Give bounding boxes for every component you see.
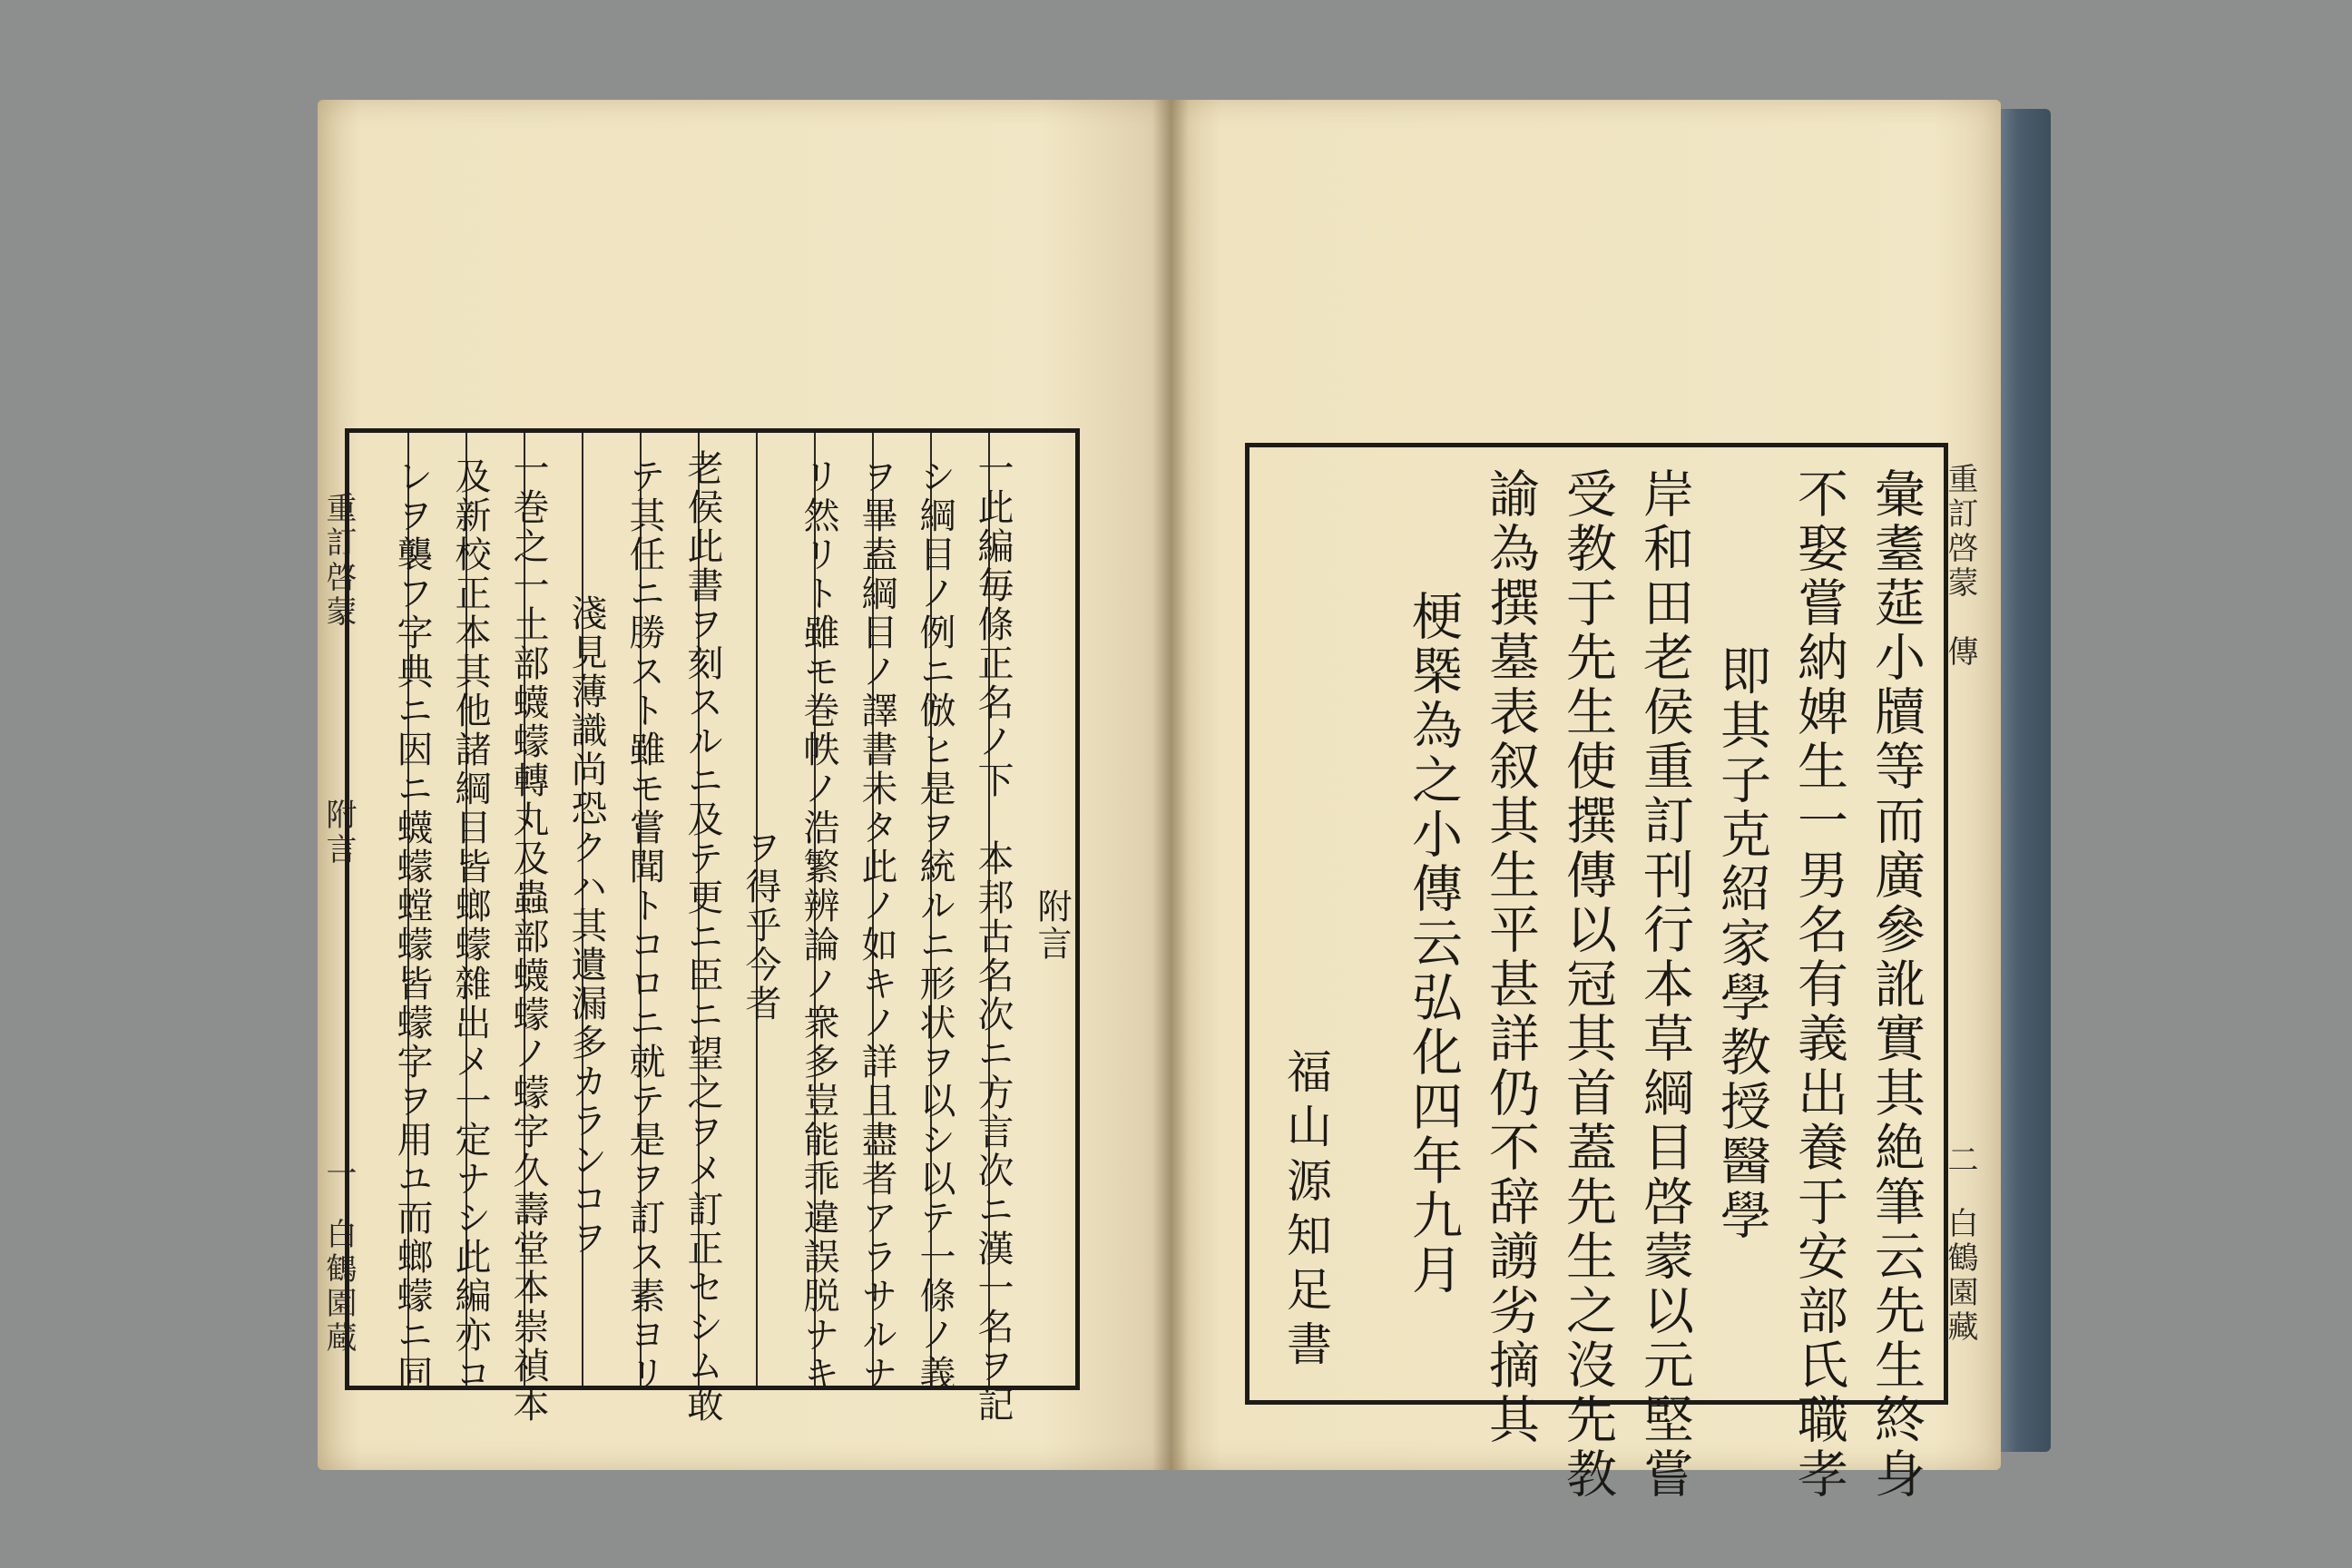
left-column: 附言: [1032, 888, 1072, 963]
right-column: 彙耋莚小牘等而廣參訛實其絶筆云先生終身: [1867, 467, 1926, 1502]
left-margin-publisher: 白鶴園蔵: [320, 1218, 357, 1356]
left-column: ヲ得乎今者: [740, 828, 781, 1024]
left-margin-title: 重訂啓蒙: [320, 492, 357, 630]
left-column: 老侯此書ヲ刻スルニ及テ更ニ臣ニ望之ヲメ訂正セシム敢: [681, 449, 723, 1425]
right-column: 諭為撰墓表叙其生平甚詳仍不辞謭劣摘其: [1481, 467, 1540, 1447]
left-column: シ綱目ノ例ニ倣ヒ是ヲ統ルニ形状ヲ以シ以テ一條ノ義: [914, 457, 956, 1394]
right-margin-folio: 二: [1942, 1143, 1978, 1178]
right-column: 梗槩為之小傳云弘化四年九月: [1404, 590, 1463, 1298]
right-column: 即其子克紹家學教授醫學: [1712, 644, 1771, 1243]
left-column: レヲ襲フ字典ニ因ニ蠛蠓螳蠓皆蠓字ヲ用ユ而螂蠓ニ同: [391, 457, 433, 1394]
left-column: ヲ畢盍綱目ノ譯書未タ此ノ如キノ詳且盡者アラサルナ: [856, 457, 897, 1394]
left-text-frame: [345, 428, 1080, 1425]
author-signature: 福山源知足書: [1279, 1048, 1332, 1375]
left-column: 一巻之一土部蠛蠓轉丸及蟲部蠛蠓ノ蠓字久壽堂本崇禎本: [507, 449, 549, 1425]
left-margin-folio: 一: [320, 1157, 357, 1191]
left-margin-section: 附言: [320, 799, 357, 867]
left-column: 淺見薄識尚恐クハ其遺漏多カランコヲ: [565, 593, 607, 1258]
left-page: [318, 100, 1171, 1470]
right-column: 岸和田老侯重訂刊行本草綱目啓蒙以元堅嘗: [1635, 467, 1694, 1502]
right-margin-publisher: 白鶴園藏: [1942, 1207, 1978, 1345]
book-cover-edge: [1996, 109, 2051, 1452]
left-column: 一此編毎條正名ノ下 本邦古名次ニ方言次ニ漢一名ヲ記: [972, 449, 1014, 1425]
open-book: [318, 100, 2042, 1502]
left-column: リ然リト雖モ巻帙ノ浩繁辨論ノ衆多豈能乖違誤脱ナキ: [798, 457, 839, 1394]
right-text-frame: [1245, 443, 1948, 1502]
right-page: [1171, 100, 2001, 1502]
book-gutter: [1152, 100, 1189, 1470]
right-margin-section: 傳: [1942, 635, 1978, 670]
left-column: テ其任ニ勝スト雖モ嘗聞トコロニ就テ是ヲ訂ス素ヨリ: [623, 457, 665, 1394]
right-margin-title: 重訂啓蒙: [1942, 463, 1978, 601]
right-column: 不娶嘗納婢生一男名有義出養于安部氏職孝: [1789, 467, 1848, 1502]
right-column: 受教于先生使撰傳以冠其首蓋先生之沒先教: [1558, 467, 1617, 1502]
left-column: 及新校正本其他諸綱目皆螂蠓雜出メ一定ナシ此編亦コ: [449, 457, 491, 1394]
